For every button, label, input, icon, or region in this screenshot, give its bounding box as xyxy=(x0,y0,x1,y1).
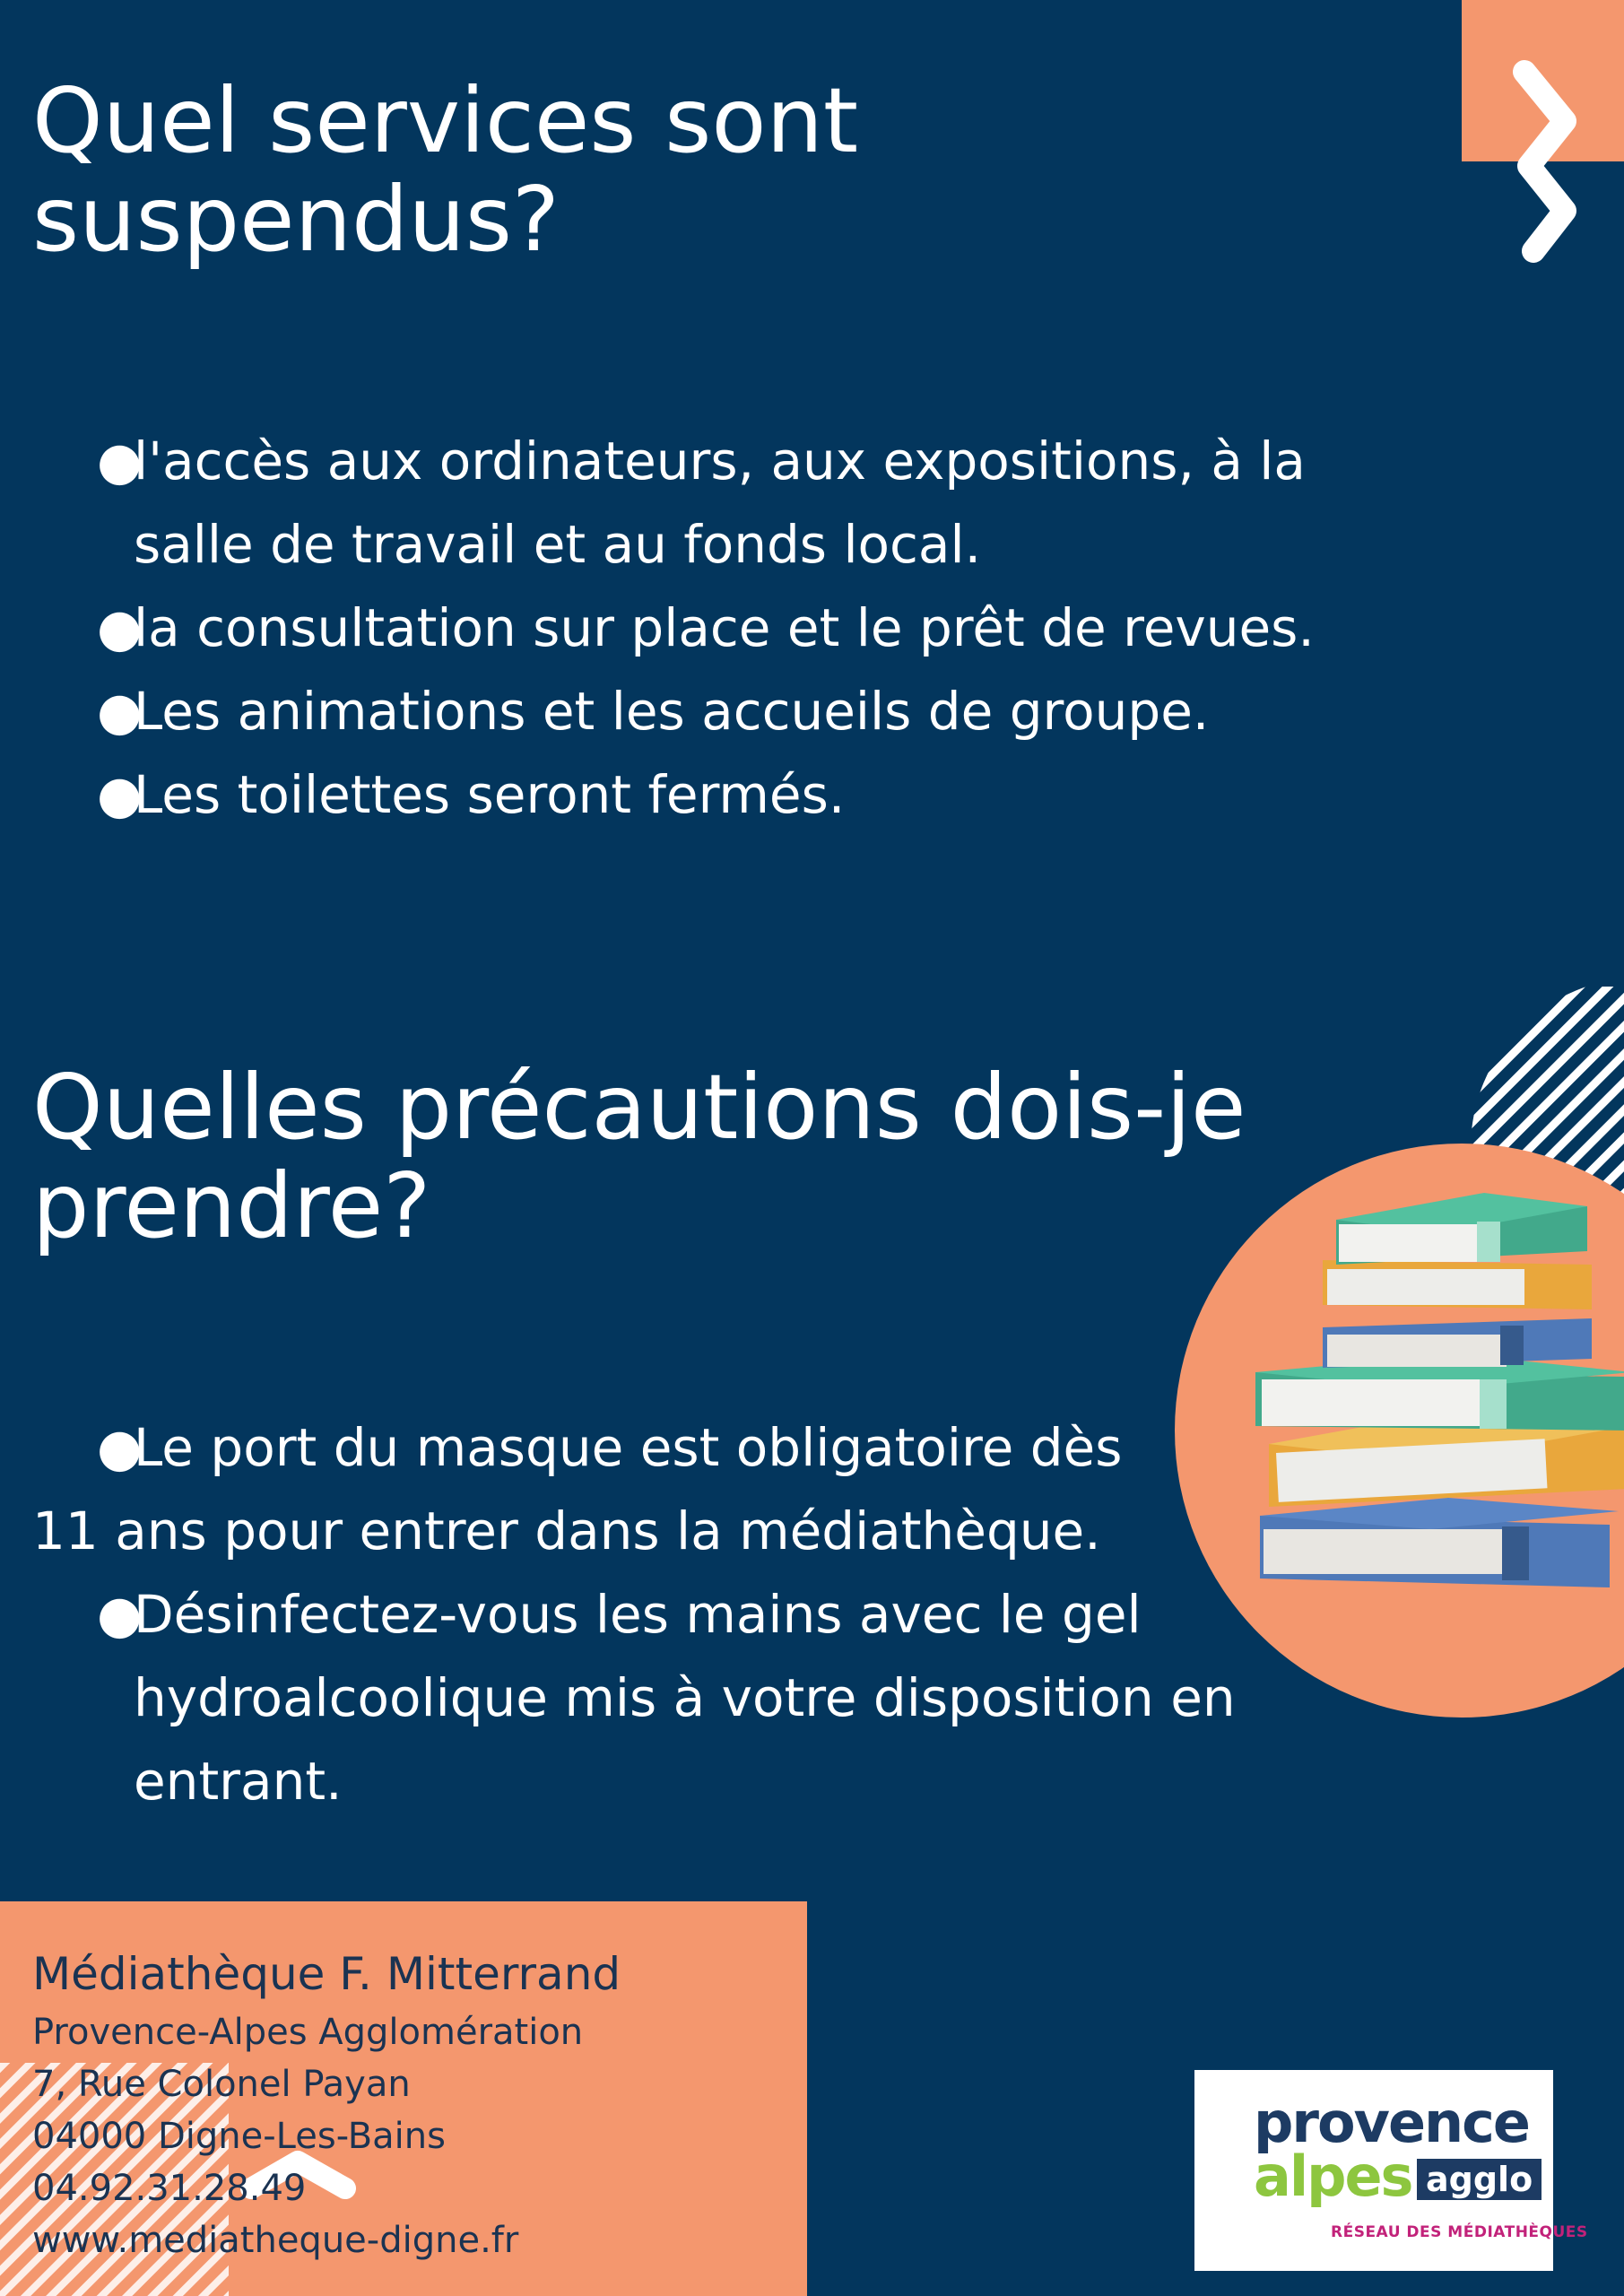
list-item xyxy=(32,753,1377,837)
list-item-text: 11 ans pour entrer dans la médiathèque. xyxy=(32,1500,1101,1561)
phone-number: 04.92.31.28.49 xyxy=(32,2168,307,2209)
list-item xyxy=(32,1573,1359,1823)
section-heading-suspended xyxy=(32,68,1377,272)
list-item xyxy=(32,1406,1359,1573)
logo-provence-text: provence xyxy=(1254,2090,1529,2155)
heading-line: Quel services sont xyxy=(32,68,859,173)
list-item-text: Les toilettes seront fermés. xyxy=(134,764,846,825)
bullet-icon: ● xyxy=(97,1584,143,1645)
list-item xyxy=(32,587,1377,670)
list-item xyxy=(32,670,1377,753)
logo-reseau-text: RÉSEAU DES MÉDIATHÈQUES xyxy=(1331,2223,1588,2241)
list-item-text: Les animations et les accueils de groupe. xyxy=(134,681,1210,742)
list-item-text: l'accès aux ordinateurs, aux expositions, à la salle de travail et au fonds local. xyxy=(134,430,1306,575)
precautions-list xyxy=(32,1406,1359,1823)
bullet-icon: ● xyxy=(97,597,143,658)
street-address: 7, Rue Colonel Payan xyxy=(32,2064,411,2105)
list-item xyxy=(32,420,1377,587)
heading-line: suspendus? xyxy=(32,167,560,272)
website-link[interactable]: www.mediatheque-digne.fr xyxy=(32,2220,519,2261)
list-item-text: Le port du masque est obligatoire dès xyxy=(134,1417,1123,1478)
bullet-icon: ● xyxy=(97,430,143,491)
organization-name: Provence-Alpes Agglomération xyxy=(32,2012,584,2053)
list-item-text: la consultation sur place et le prêt de revues. xyxy=(134,597,1315,658)
city-address: 04000 Digne-Les-Bains xyxy=(32,2116,446,2157)
list-item-text: Désinfectez-vous les mains avec le gel hydroalcoolique mis à votre disposition en entrant. xyxy=(134,1584,1236,1812)
logo-agglo-text: agglo xyxy=(1417,2159,1541,2200)
heading-line: prendre? xyxy=(32,1153,431,1258)
section-heading-precautions xyxy=(32,1055,1377,1258)
bullet-icon: ● xyxy=(97,764,143,825)
bullet-icon: ● xyxy=(97,681,143,742)
library-name: Médiathèque F. Mitterrand xyxy=(32,1948,621,2000)
logo-alpes-text: alpes xyxy=(1254,2144,1412,2209)
contact-info xyxy=(32,1942,621,2266)
heading-line: Quelles précautions dois-je xyxy=(32,1055,1246,1160)
suspended-services-list xyxy=(32,420,1377,837)
bullet-icon: ● xyxy=(97,1417,143,1478)
zigzag-icon xyxy=(1480,54,1596,269)
